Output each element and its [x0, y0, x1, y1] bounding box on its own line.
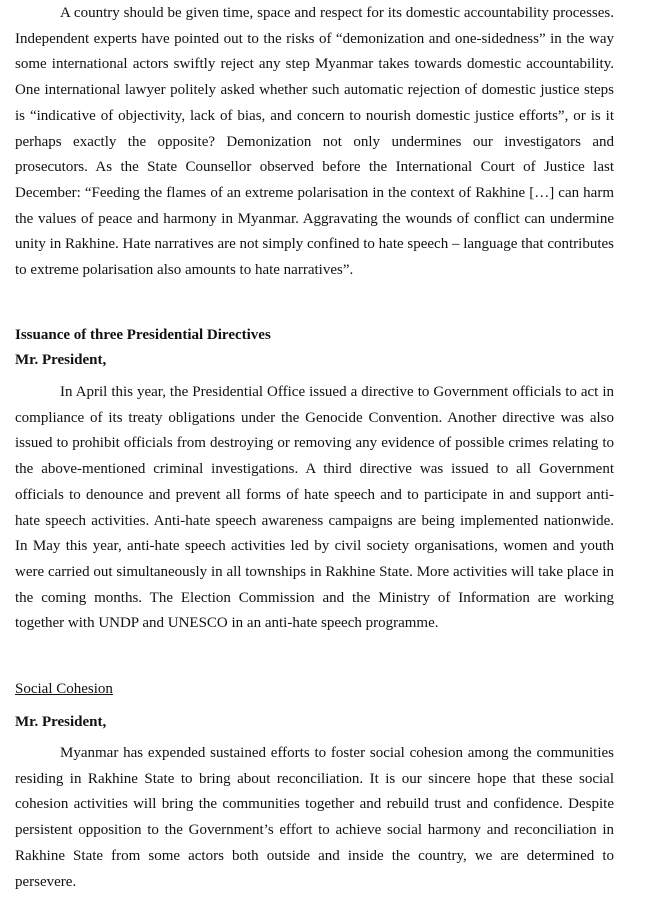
heading-presidential-directives: Issuance of three Presidential Directives	[15, 327, 271, 343]
paragraph-presidential-directives: In April this year, the Presidential Office issued a directive to Government officials to act in compliance of its treaty obligations under the Genocide Convention. Another directive was also issued to prohibit officials from destroying or removing any evidence of possible crimes relating to the above-mentioned criminal investigations. A third directive was issued to all Government officials to denounce and prevent all forms of hate speech and to participate in and support anti-hate speech activities. Anti-hate speech awareness campaigns are being implemented nationwide. In May this year, anti-hate speech activities led by civil society organisations, women and youth were carried out simultaneously in all townships in Rakhine State. More activities will take place in the coming months. The Election Commission and the Ministry of Information are working together with UNDP and UNESCO in an anti-hate speech programme.	[15, 384, 614, 632]
salutation-mr-president: Mr. President,	[15, 352, 107, 368]
salutation-mr-president-2: Mr. President,	[15, 714, 107, 730]
heading-social-cohesion: Social Cohesion	[15, 681, 113, 697]
paragraph-domestic-accountability: A country should be given time, space and respect for its domestic accountability processes. Independent experts have pointed out to the risks of “demonization and one-sidedness” in the way some international actors swiftly reject any step Myanmar takes towards domestic accountability. One international lawyer politely asked whether such automatic rejection of domestic justice steps is “indicative of objectivity, lack of bias, and concern to nourish domestic justice efforts”, or is it perhaps exactly the opposite? Demonization not only undermines our investigators and prosecutors. As the State Counsellor observed before the International Court of Justice last December: “Feeding the flames of an extreme polarisation in the context of Rakhine […] can harm the values of peace and harmony in Myanmar. Aggravating the wounds of conflict can undermine unity in Rakhine. Hate narratives are not simply confined to hate speech – language that contributes to extreme polarisation also amounts to hate narratives”.	[15, 5, 614, 279]
paragraph-social-cohesion: Myanmar has expended sustained efforts to foster social cohesion among the communities residing in Rakhine State to bring about reconciliation. It is our sincere hope that these social cohesion activities will bring the communities together and rebuild trust and confidence. Despite persistent opposition to the Government’s effort to achieve social harmony and reconciliation in Rakhine State from some actors both outside and inside the country, we are determined to persevere.	[15, 745, 614, 890]
